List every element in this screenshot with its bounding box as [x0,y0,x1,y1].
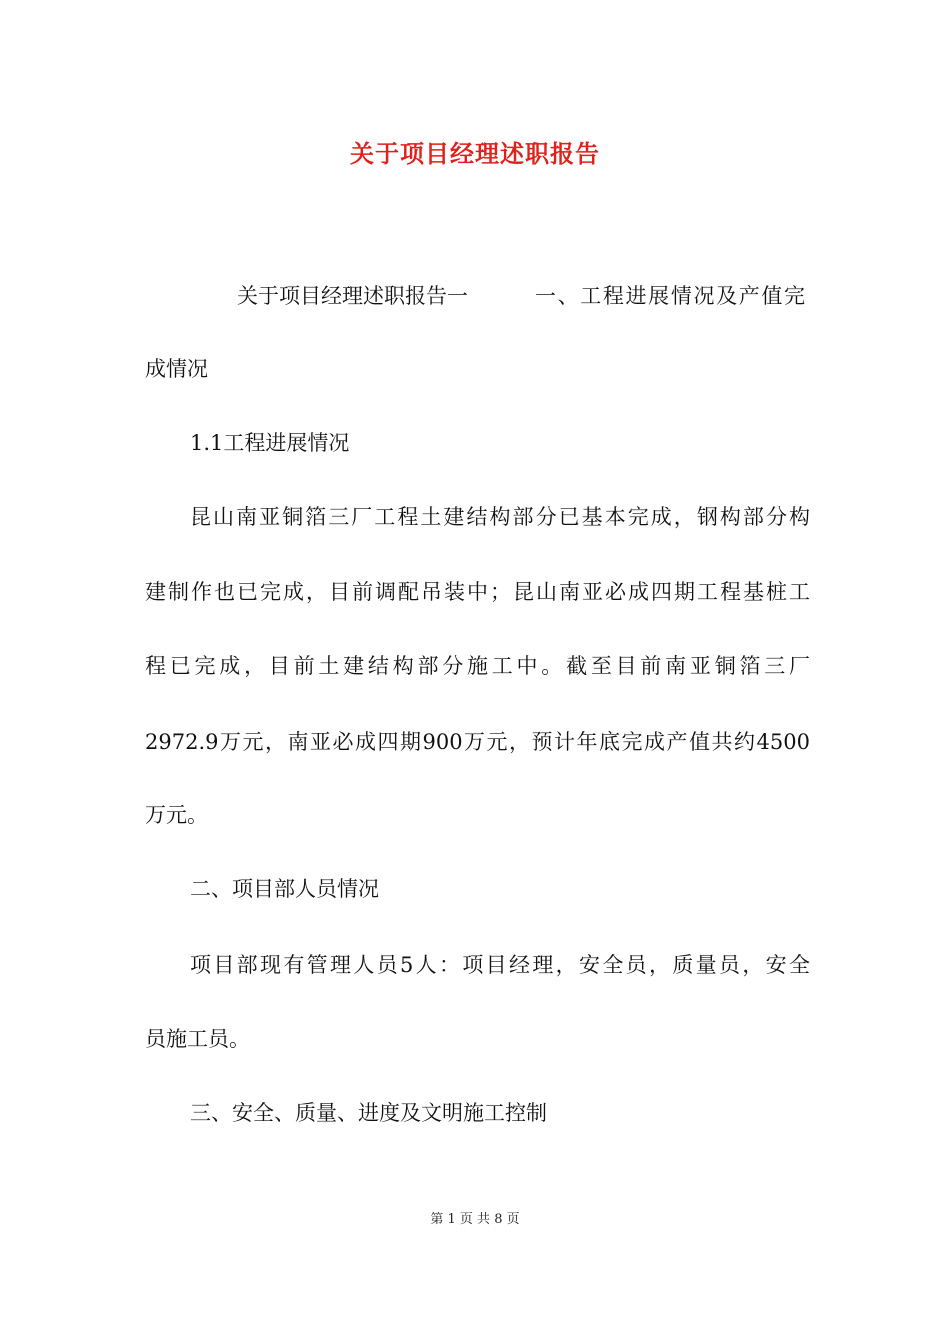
section-1-heading: 一、工程进展情况及产值完 [535,284,805,308]
paragraph-2-line-2: 员施工员。 [145,1027,250,1051]
subsection-1-1-heading: 1.1工程进展情况 [190,431,350,455]
paragraph-1-line-4: 2972.9万元，南亚必成四期900万元，预计年底完成产值共约4500 [145,730,810,754]
intro-heading: 关于项目经理述职报告一 [237,284,468,308]
paragraph-2-line-1: 项目部现有管理人员5人：项目经理，安全员，质量员，安全 [190,953,810,977]
paragraph-1-line-2: 建制作也已完成，目前调配吊装中；昆山南亚必成四期工程基桩工 [145,580,810,604]
paragraph-1-line-5: 万元。 [145,803,208,827]
section-2-heading: 二、项目部人员情况 [190,877,379,901]
paragraph-1-line-1: 昆山南亚铜箔三厂工程土建结构部分已基本完成，钢构部分构 [190,505,810,529]
paragraph-1-line-3: 程已完成，目前土建结构部分施工中。截至目前南亚铜箔三厂 [145,654,810,678]
document-title: 关于项目经理述职报告 [350,139,600,168]
section-1-heading-continued: 成情况 [145,357,208,381]
section-3-heading: 三、安全、质量、进度及文明施工控制 [190,1101,547,1125]
page-number-footer: 第 1 页 共 8 页 [430,1212,520,1227]
